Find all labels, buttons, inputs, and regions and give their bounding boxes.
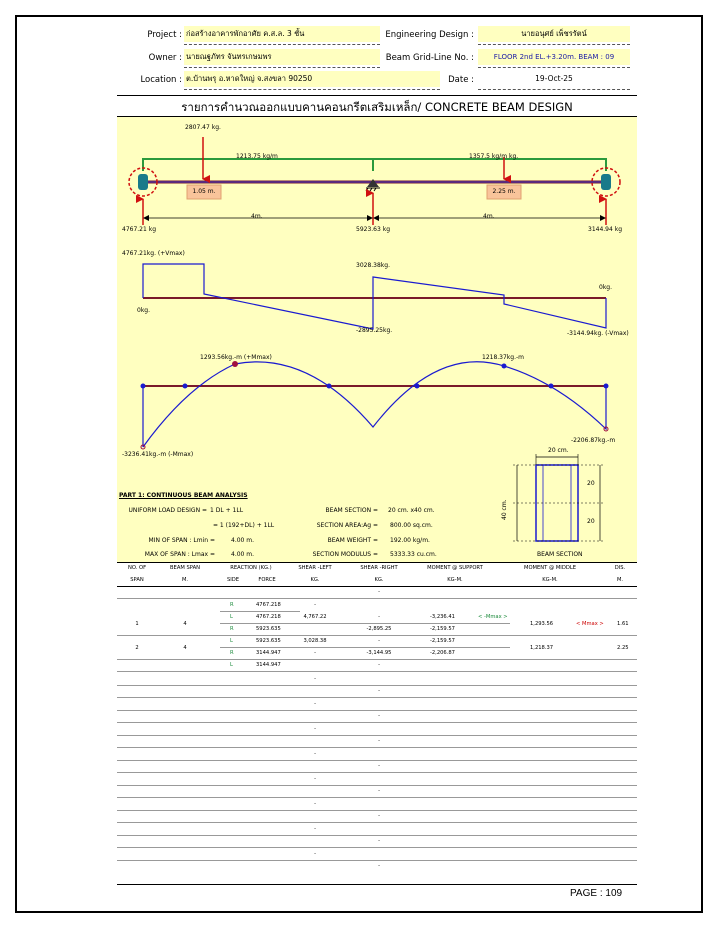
engineering-label: Engineering Design :: [385, 30, 474, 40]
table-cell: -2,895.25: [366, 626, 392, 632]
table-cell: R: [230, 602, 234, 608]
project-value: ก่อสร้างอาคารพักอาศัย ค.ส.ล. 3 ชั้น: [184, 26, 380, 42]
date-label: Date :: [448, 75, 474, 85]
grid-value: FLOOR 2nd EL.+3.20m. BEAM : 09: [478, 49, 630, 65]
table-cell: R: [230, 650, 234, 656]
shear-curve: [143, 264, 606, 329]
table-cell: -: [378, 863, 380, 869]
table-cell: L: [230, 614, 233, 620]
shear-vmax-label: 4767.21kg. (+Vmax): [122, 250, 185, 257]
distance-2-label: 2.25 m.: [492, 188, 516, 195]
table-cell: -: [314, 851, 316, 857]
table-cell: 3144.947: [256, 662, 281, 668]
distance-1-label: 1.05 m.: [192, 188, 216, 195]
reaction-mid-label: 5923.63 kg: [356, 226, 391, 233]
beam-section-drawing: [505, 446, 617, 558]
th-shear-left: SHEAR -LEFT: [298, 565, 332, 571]
th-force: FORCE: [258, 577, 276, 583]
table-cell: -: [314, 826, 316, 832]
table-cell: 1: [135, 621, 139, 627]
th-moment-support-unit: KG-M.: [447, 577, 463, 583]
moment-curve: [143, 362, 606, 447]
reaction-right-label: 3144.94 kg: [588, 226, 623, 233]
table-cell: -: [314, 701, 316, 707]
th-shear-right-unit: KG.: [374, 577, 384, 583]
span-2-label: 4m.: [483, 213, 495, 220]
loading-diagram: [117, 117, 637, 242]
table-cell: L: [230, 638, 233, 644]
udl-span-2: [373, 159, 606, 171]
modulus-value: 5333.33 cu.cm.: [390, 551, 437, 558]
point-load-2-label: kg.: [509, 153, 519, 160]
table-cell: 2: [135, 645, 139, 651]
grid-label: Beam Grid-Line No. :: [385, 53, 474, 63]
table-cell: -: [378, 662, 380, 668]
table-cell: 4: [183, 621, 187, 627]
th-moment-middle-unit: KG-M.: [542, 577, 558, 583]
owner-label: Owner :: [148, 53, 182, 63]
th-moment-middle: MOMENT @ MIDDLE: [523, 565, 576, 571]
th-reaction: REACTION (KG.): [230, 565, 272, 571]
udl-1-label: 1213.75 kg/m: [236, 153, 278, 160]
th-side: SIDE: [226, 577, 240, 583]
area-label: SECTION AREA:Ag =: [316, 522, 378, 529]
table-cell: -: [314, 751, 316, 757]
section-width-label: 20 cm.: [548, 447, 569, 454]
table-cell: -: [378, 713, 380, 719]
udl-span-1: [143, 159, 373, 171]
max-span-label: MAX OF SPAN : Lmax =: [144, 551, 215, 558]
th-len-1: BEAM SPAN: [169, 565, 201, 571]
shear-zero-left-label: 0kg.: [137, 307, 151, 314]
moment-mmax-label: 1293.56kg.-m (+Mmax): [200, 354, 272, 361]
shear-vmin-label: -3144.94kg. (-Vmax): [567, 330, 629, 337]
table-cell: -: [378, 638, 380, 644]
table-cell: -: [378, 688, 380, 694]
th-len-2: M.: [181, 577, 189, 583]
udl-2-label: 1357.5 kg/m: [469, 153, 508, 160]
table-cell: -: [378, 589, 380, 595]
point-load-1-label: 2807.47 kg.: [185, 124, 221, 131]
moment-left-label: -3236.41kg.-m (-Mmax): [122, 451, 194, 458]
page-number: PAGE : 109: [570, 888, 623, 899]
th-span-2: SPAN: [130, 577, 144, 583]
th-span-1: NO. OF: [127, 565, 147, 571]
table-cell: 3144.947: [256, 650, 281, 656]
weight-value: 192.00 kg/m.: [390, 537, 430, 544]
udl-label: UNIFORM LOAD DESIGN =: [128, 507, 207, 514]
table-cell: -: [314, 650, 316, 656]
table-cell: 4: [183, 645, 187, 651]
th-shear-left-unit: KG.: [310, 577, 320, 583]
table-cell: -: [378, 838, 380, 844]
moment-right-label: -2206.87kg.-m: [571, 437, 616, 444]
table-cell: -: [314, 602, 316, 608]
table-cell: 4,767.22: [303, 614, 327, 620]
max-span-value: 4.00 m.: [231, 551, 255, 558]
table-cell: -3,144.95: [366, 650, 392, 656]
table-cell: 1,218.37: [530, 645, 554, 651]
owner-value: นายณฐภัทร จันทรเกษมพร: [184, 49, 380, 65]
min-span-label: MIN OF SPAN : Lmin =: [148, 537, 215, 544]
table-cell: -: [378, 813, 380, 819]
shear-zero-right-label: 0kg.: [599, 284, 613, 291]
udl-value: = 1 (192+DL) + 1LL: [213, 522, 275, 529]
th-shear-right: SHEAR -RIGHT: [360, 565, 398, 571]
location-label: Location :: [140, 75, 182, 85]
table-cell: -3,236.41: [430, 614, 455, 620]
table-cell: -: [378, 738, 380, 744]
table-cell: 5923.635: [256, 638, 281, 644]
table-cell: 3,028.38: [303, 638, 327, 644]
table-cell: -: [314, 676, 316, 682]
shear-mid-bottom-label: -2895.25kg.: [356, 327, 393, 334]
section-height-label: 40 cm.: [501, 499, 508, 520]
table-cell: -: [378, 763, 380, 769]
table-cell: 4767.218: [256, 614, 281, 620]
page-title: รายการคำนวณออกแบบคานคอนกรีตเสริมเหล็ก/ CONCRETE BEAM DESIGN: [181, 100, 573, 114]
mneg-tag: < -Mmax >: [478, 614, 508, 620]
table-cell: -: [314, 776, 316, 782]
date-value: 19-Oct-25: [535, 74, 573, 83]
section-value: 20 cm. x40 cm.: [388, 507, 435, 514]
min-span-value: 4.00 m.: [231, 537, 255, 544]
project-label: Project :: [147, 30, 182, 40]
modulus-label: SECTION MODULUS =: [312, 551, 378, 558]
moment-m2-label: 1218.37kg.-m: [482, 354, 525, 361]
table-cell: 1.61: [617, 621, 629, 627]
section-bottom-half: 20: [587, 518, 595, 525]
engineering-value: นายอนุศย์ เพ็ชรรัตน์: [478, 26, 630, 42]
table-cell: -: [314, 726, 316, 732]
table-cell: -: [314, 801, 316, 807]
table-cell: R: [230, 626, 234, 632]
table-cell: -2,159.57: [430, 626, 455, 632]
table-cell: L: [230, 662, 233, 668]
reaction-left-label: 4767.21 kg: [122, 226, 157, 233]
location-value: ต.บ้านพรุ อ.หาดใหญ่ จ.สงขลา 90250: [184, 71, 440, 87]
th-dis: DIS.: [614, 565, 626, 571]
section-caption: BEAM SECTION: [537, 551, 583, 558]
area-value: 800.00 sq.cm.: [390, 522, 433, 529]
table-cell: 4767.218: [256, 602, 281, 608]
udl-formula: 1 DL + 1LL: [210, 507, 244, 514]
table-cell: -2,159.57: [430, 638, 455, 644]
table-cell: 2.25: [617, 645, 629, 651]
table-cell: 1,293.56: [530, 621, 554, 627]
table-cell: -: [378, 788, 380, 794]
weight-label: BEAM WEIGHT =: [327, 537, 378, 544]
shear-mid-top-label: 3028.38kg.: [356, 262, 391, 269]
th-moment-support: MOMENT @ SUPPORT: [427, 565, 483, 571]
span-1-label: 4m.: [251, 213, 263, 220]
th-dis-unit: M.: [616, 577, 624, 583]
section-label: BEAM SECTION =: [325, 507, 378, 514]
table-cell: -: [378, 614, 380, 620]
table-cell: -2,206.87: [430, 650, 455, 656]
mpos-tag: < Mmax >: [576, 621, 604, 627]
moment-diagram: [117, 350, 637, 450]
part1-heading: PART 1: CONTINUOUS BEAM ANALYSIS: [119, 492, 248, 499]
section-top-half: 20: [587, 480, 595, 487]
table-cell: 5923.635: [256, 626, 281, 632]
